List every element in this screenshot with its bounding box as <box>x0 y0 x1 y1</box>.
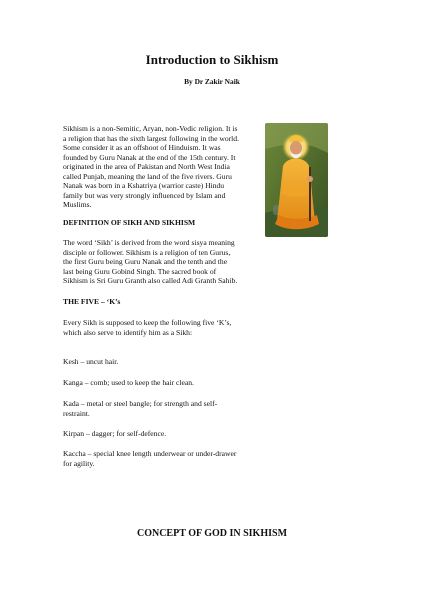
list-item-line: restraint. <box>63 408 90 418</box>
intro-line: founded by Guru Nanak at the end of the 15th century. It <box>63 152 236 162</box>
section-heading: CONCEPT OF GOD IN SIKHISM <box>136 528 288 539</box>
list-item-line: Kaccha – special knee length underwear or under-drawer <box>63 449 237 458</box>
five-ks-heading: THE FIVE – ‘K’s <box>63 297 121 306</box>
definition-line: Sikhism is Sri Guru Granth also called Adi Granth Sahib. <box>63 276 238 285</box>
five-ks-intro-line: Every Sikh is supposed to keep the following five ‘K’s, <box>63 318 232 327</box>
list-item-line: Kanga – comb; used to keep the hair clean. <box>63 378 194 387</box>
list-item-line: for agility. <box>63 458 95 468</box>
intro-line: originated in the area of Pakistan and North West India <box>63 162 230 171</box>
intro-line: called Punjab, meaning the land of the five rivers. Guru <box>63 171 232 181</box>
definition-line: disciple or follower. Sikhism is a religion of ten Gurus, <box>63 247 231 257</box>
definition-heading: DEFINITION OF SIKH AND SIKHISM <box>63 218 196 227</box>
list-item-line: Kada – metal or steel bangle; for strength and self- <box>63 399 218 408</box>
intro-line: Sikhism is a non-Semitic, Aryan, non-Vedic religion. It is <box>63 124 238 133</box>
intro-line: family but was very strongly influenced by Islam and <box>63 190 226 200</box>
page-title: Introduction to Sikhism <box>145 52 279 67</box>
list-item-line: Kirpan – dagger; for self-defence. <box>63 429 167 438</box>
definition-line: last being Guru Gobind Singh. The sacred book of <box>63 266 217 276</box>
intro-line: Some consider it as an offshoot of Hinduism. It was <box>63 143 221 152</box>
definition-line: the first Guru being Guru Nanak and the tenth and the <box>63 257 228 266</box>
list-item-line: Kesh – uncut hair. <box>63 357 119 366</box>
intro-line: Nanak was born in a Kshatriya (warrior caste) Hindu <box>63 181 225 190</box>
intro-line: Muslims. <box>63 200 92 209</box>
intro-line: a religion that has the sixth largest following in the world. <box>63 133 239 143</box>
definition-line: The word ‘Sikh’ is derived from the word sisya meaning <box>63 238 235 247</box>
five-ks-intro-line: which also serve to identify him as a Sikh: <box>63 327 193 337</box>
author-byline: By Dr Zakir Naik <box>184 77 240 86</box>
